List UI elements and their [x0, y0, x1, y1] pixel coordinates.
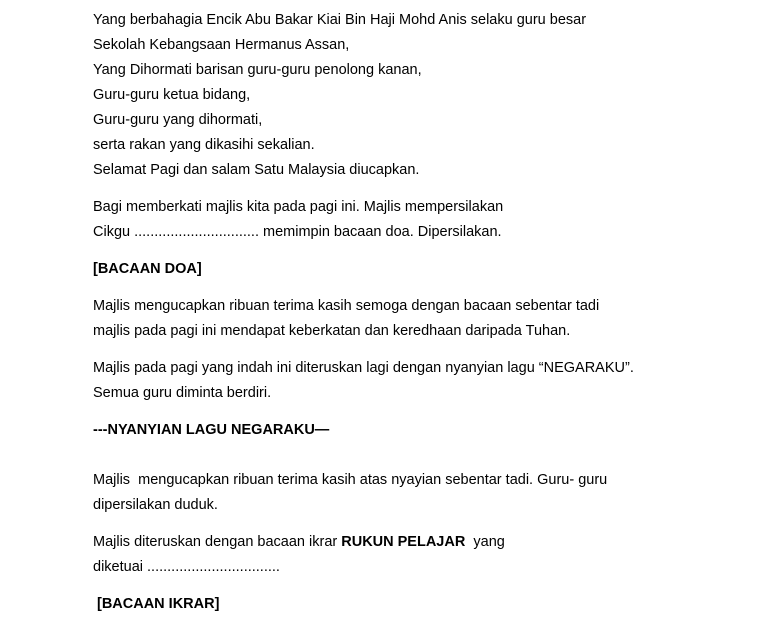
- document-page: [93, 8, 733, 617]
- text-line: majlis pada pagi ini mendapat keberkatan dan keredhaan daripada Tuhan.: [93, 323, 571, 339]
- text-line: Guru-guru yang dihormati,: [93, 112, 263, 128]
- text-line: Semua guru diminta berdiri.: [93, 385, 272, 401]
- doa-invitation: [93, 195, 733, 245]
- text-line: Majlis pada pagi yang indah ini diteruskan lagi dengan nyanyian lagu “NEGARAKU”.: [93, 360, 634, 376]
- text-line: dipersilakan duduk.: [93, 497, 218, 513]
- text-line: Majlis mengucapkan ribuan terima kasih atas nyayian sebentar tadi. Guru- guru: [93, 472, 608, 488]
- ikrar-text-before: Majlis diteruskan dengan bacaan ikrar: [93, 534, 342, 550]
- rukun-pelajar-emphasis: RUKUN PELAJAR: [341, 534, 466, 550]
- text-line: Selamat Pagi dan salam Satu Malaysia diucapkan.: [93, 162, 420, 178]
- text-line: diketuai .................................: [93, 559, 280, 575]
- text-line: Yang Dihormati barisan guru-guru penolong kanan,: [93, 62, 422, 78]
- text-line: Bagi memberkati majlis kita pada pagi ini. Majlis mempersilakan: [93, 199, 504, 215]
- text-line: Sekolah Kebangsaan Hermanus Assan,: [93, 37, 350, 53]
- text-line: serta rakan yang dikasihi sekalian.: [93, 137, 315, 153]
- heading-bacaan-ikrar: [BACAAN IKRAR]: [97, 596, 220, 612]
- ikrar-text-after: yang: [465, 534, 505, 550]
- negaraku-invitation: [93, 356, 733, 406]
- opening-greeting: [93, 8, 733, 183]
- text-line: [93, 530, 733, 555]
- text-line: Guru-guru ketua bidang,: [93, 87, 251, 103]
- ikrar-invitation: [93, 530, 733, 580]
- text-line: Cikgu ............................... memimpin bacaan doa. Dipersilakan.: [93, 224, 502, 240]
- text-line: Yang berbahagia Encik Abu Bakar Kiai Bin Haji Mohd Anis selaku guru besar: [93, 12, 587, 28]
- text-line: Majlis mengucapkan ribuan terima kasih semoga dengan bacaan sebentar tadi: [93, 298, 600, 314]
- after-doa-paragraph: [93, 294, 733, 344]
- heading-nyanyian-negaraku: ---NYANYIAN LAGU NEGARAKU—: [93, 422, 330, 438]
- after-negaraku-paragraph: [93, 468, 733, 518]
- heading-bacaan-doa: [BACAAN DOA]: [93, 261, 202, 277]
